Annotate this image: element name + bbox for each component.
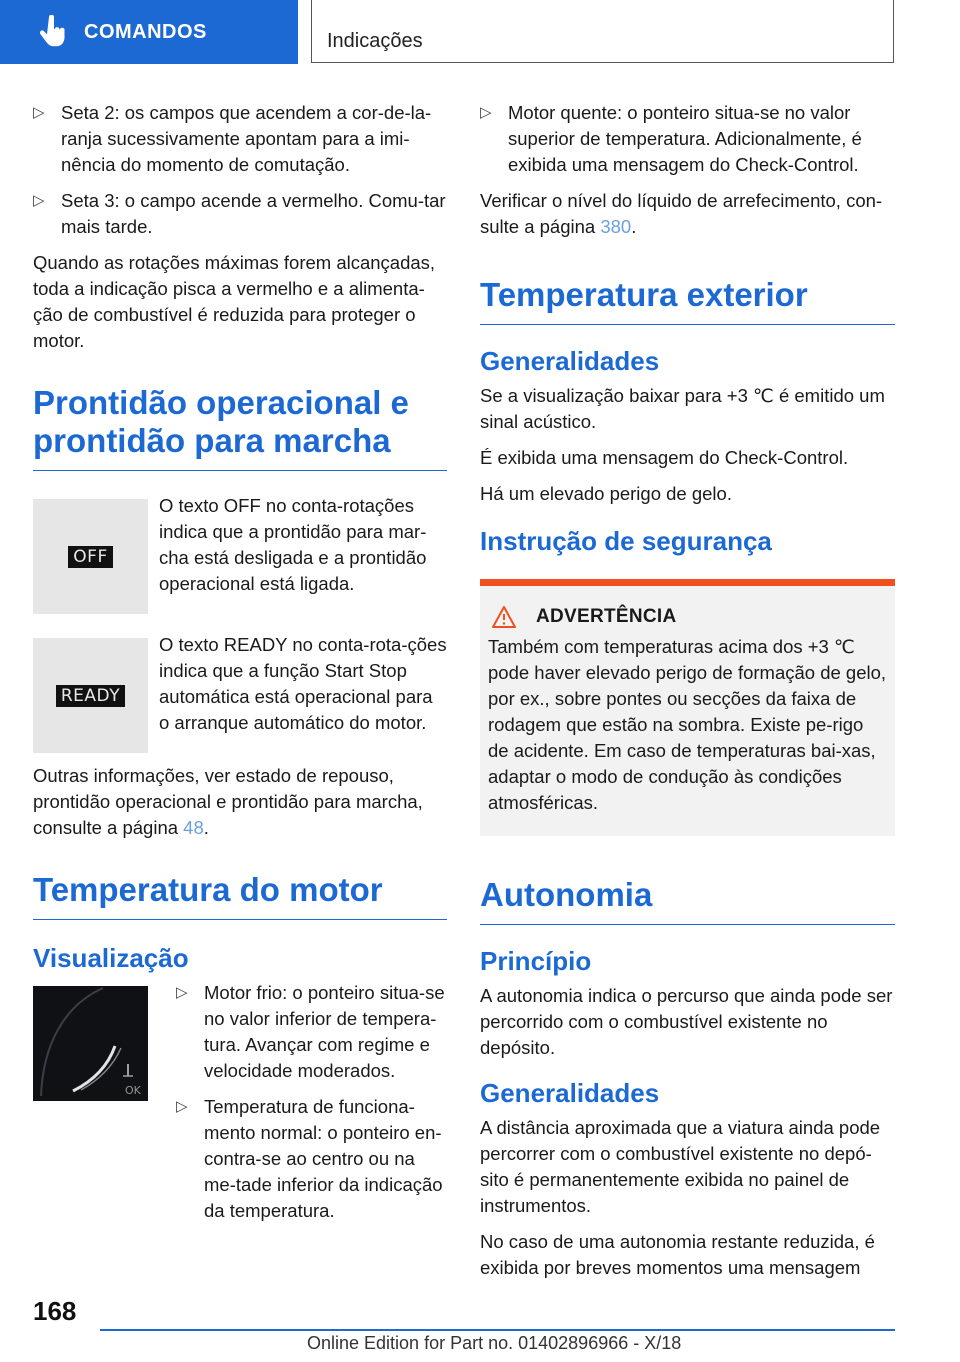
paragraph-coolant: Verificar o nível do líquido de arrefecimento, con-sulte a página 380. (480, 190, 883, 237)
bullet-list-gauge (176, 980, 447, 1234)
heading-general-2: Generalidades (480, 1078, 660, 1108)
ready-indicator-tag: READY (56, 685, 125, 707)
left-column (33, 100, 447, 1240)
header-tab-commands (0, 0, 298, 64)
off-indicator-tag: OFF (68, 546, 112, 568)
paragraph-more-info: Outras informações, ver estado de repouso, prontidão operacional e prontidão para marcha, consulte a página 48. (33, 765, 423, 838)
paragraph-range-2: No caso de uma autonomia restante reduzida, é exibida por breves momentos uma mensagem (480, 1231, 875, 1278)
page-link-48[interactable]: 48 (183, 817, 204, 838)
warning-text: Também com temperaturas acima dos +3 ℃ pode haver elevado perigo de formação de gelo, por ex., sobre pontes ou secções da faixa de rodagem que estão na sombra. Existe pe-rigo de acidente. Em caso de temperaturas bai-xas, adaptar o modo de condução às condições atmosféricas. (488, 636, 887, 813)
off-indicator-block (33, 493, 447, 614)
page-number: 168 (33, 1296, 77, 1326)
list-item: ▷ Temperatura de funciona-mento normal: o ponteiro en-contra-se ao centro ou na me-tade inferior da indicação da temperatura. (176, 1094, 447, 1224)
header-section-label: Indicações (327, 30, 423, 52)
heading-engine-temperature: Temperatura do motor (33, 871, 447, 920)
header-section-box (311, 0, 894, 63)
ready-indicator-block (33, 632, 447, 753)
header-tab-label: COMANDOS (84, 20, 207, 43)
heading-outside-temperature: Temperatura exterior (480, 276, 895, 325)
bullet-list-arrows (33, 100, 447, 240)
temperature-gauge-image (33, 986, 148, 1101)
list-item: ▷ Motor quente: o ponteiro situa-se no valor superior de temperatura. Adicionalmente, é exibida uma mensagem do Check-Control. (480, 100, 895, 178)
list-item: ▷ Seta 2: os campos que acendem a cor-de-la-ranja sucessivamente apontam para a imi-nência do momento de comutação. (33, 100, 447, 178)
heading-safety: Instrução de segurança (480, 526, 772, 556)
warning-header (488, 606, 887, 628)
warning-triangle-icon (492, 606, 516, 628)
paragraph-general-1: Se a visualização baixar para +3 ℃ é emitido um sinal acústico. (480, 385, 885, 432)
paragraph-rotations: Quando as rotações máximas forem alcançadas, toda a indicação pisca a vermelho e a alimenta-ção de combustível é reduzida para proteger o motor. (33, 252, 436, 351)
ready-indicator-image (33, 638, 148, 753)
page-link-380[interactable]: 380 (600, 216, 632, 237)
heading-readiness: Prontidão operacional e prontidão para marcha (33, 384, 447, 471)
paragraph-off: O texto OFF no conta-rotações indica que a prontidão para mar-cha está desligada e a prontidão operacional está ligada. (159, 495, 427, 594)
gauge-ok-label: OK (125, 1084, 141, 1097)
paragraph-general-2: É exibida uma mensagem do Check-Control. (480, 447, 849, 468)
heading-principle: Princípio (480, 946, 592, 976)
paragraph-range-1: A distância aproximada que a viatura ainda pode percorrer com o combustível existente no depó-sito é permanentemente exibida no painel de instrumentos. (480, 1117, 881, 1216)
heading-general-1: Generalidades (480, 346, 660, 376)
warning-box (480, 579, 895, 836)
footer-edition-text: Online Edition for Part no. 01402896966 - X/18 (307, 1333, 682, 1353)
off-indicator-image (33, 499, 148, 614)
hand-pointer-icon (38, 15, 68, 49)
warning-title: ADVERTÊNCIA (536, 606, 677, 627)
paragraph-general-3: Há um elevado perigo de gelo. (480, 483, 732, 504)
heading-range: Autonomia (480, 876, 895, 925)
list-item: ▷ Motor frio: o ponteiro situa-se no valor inferior de tempera-tura. Avançar com regime e velocidade moderados. (176, 980, 447, 1084)
paragraph-principle: A autonomia indica o percurso que ainda pode ser percorrido com o combustível existente no depósito. (480, 985, 893, 1058)
heading-display: Visualização (33, 943, 189, 973)
temperature-gauge-block (33, 980, 447, 1240)
list-item: ▷ Seta 3: o campo acende a vermelho. Comu-tar mais tarde. (33, 188, 447, 240)
right-column (480, 100, 895, 1291)
footer-divider (100, 1329, 895, 1331)
bullet-list-hot (480, 100, 895, 178)
paragraph-ready: O texto READY no conta-rota-ções indica que a função Start Stop automática está operacional para o arranque automático do motor. (159, 634, 447, 733)
